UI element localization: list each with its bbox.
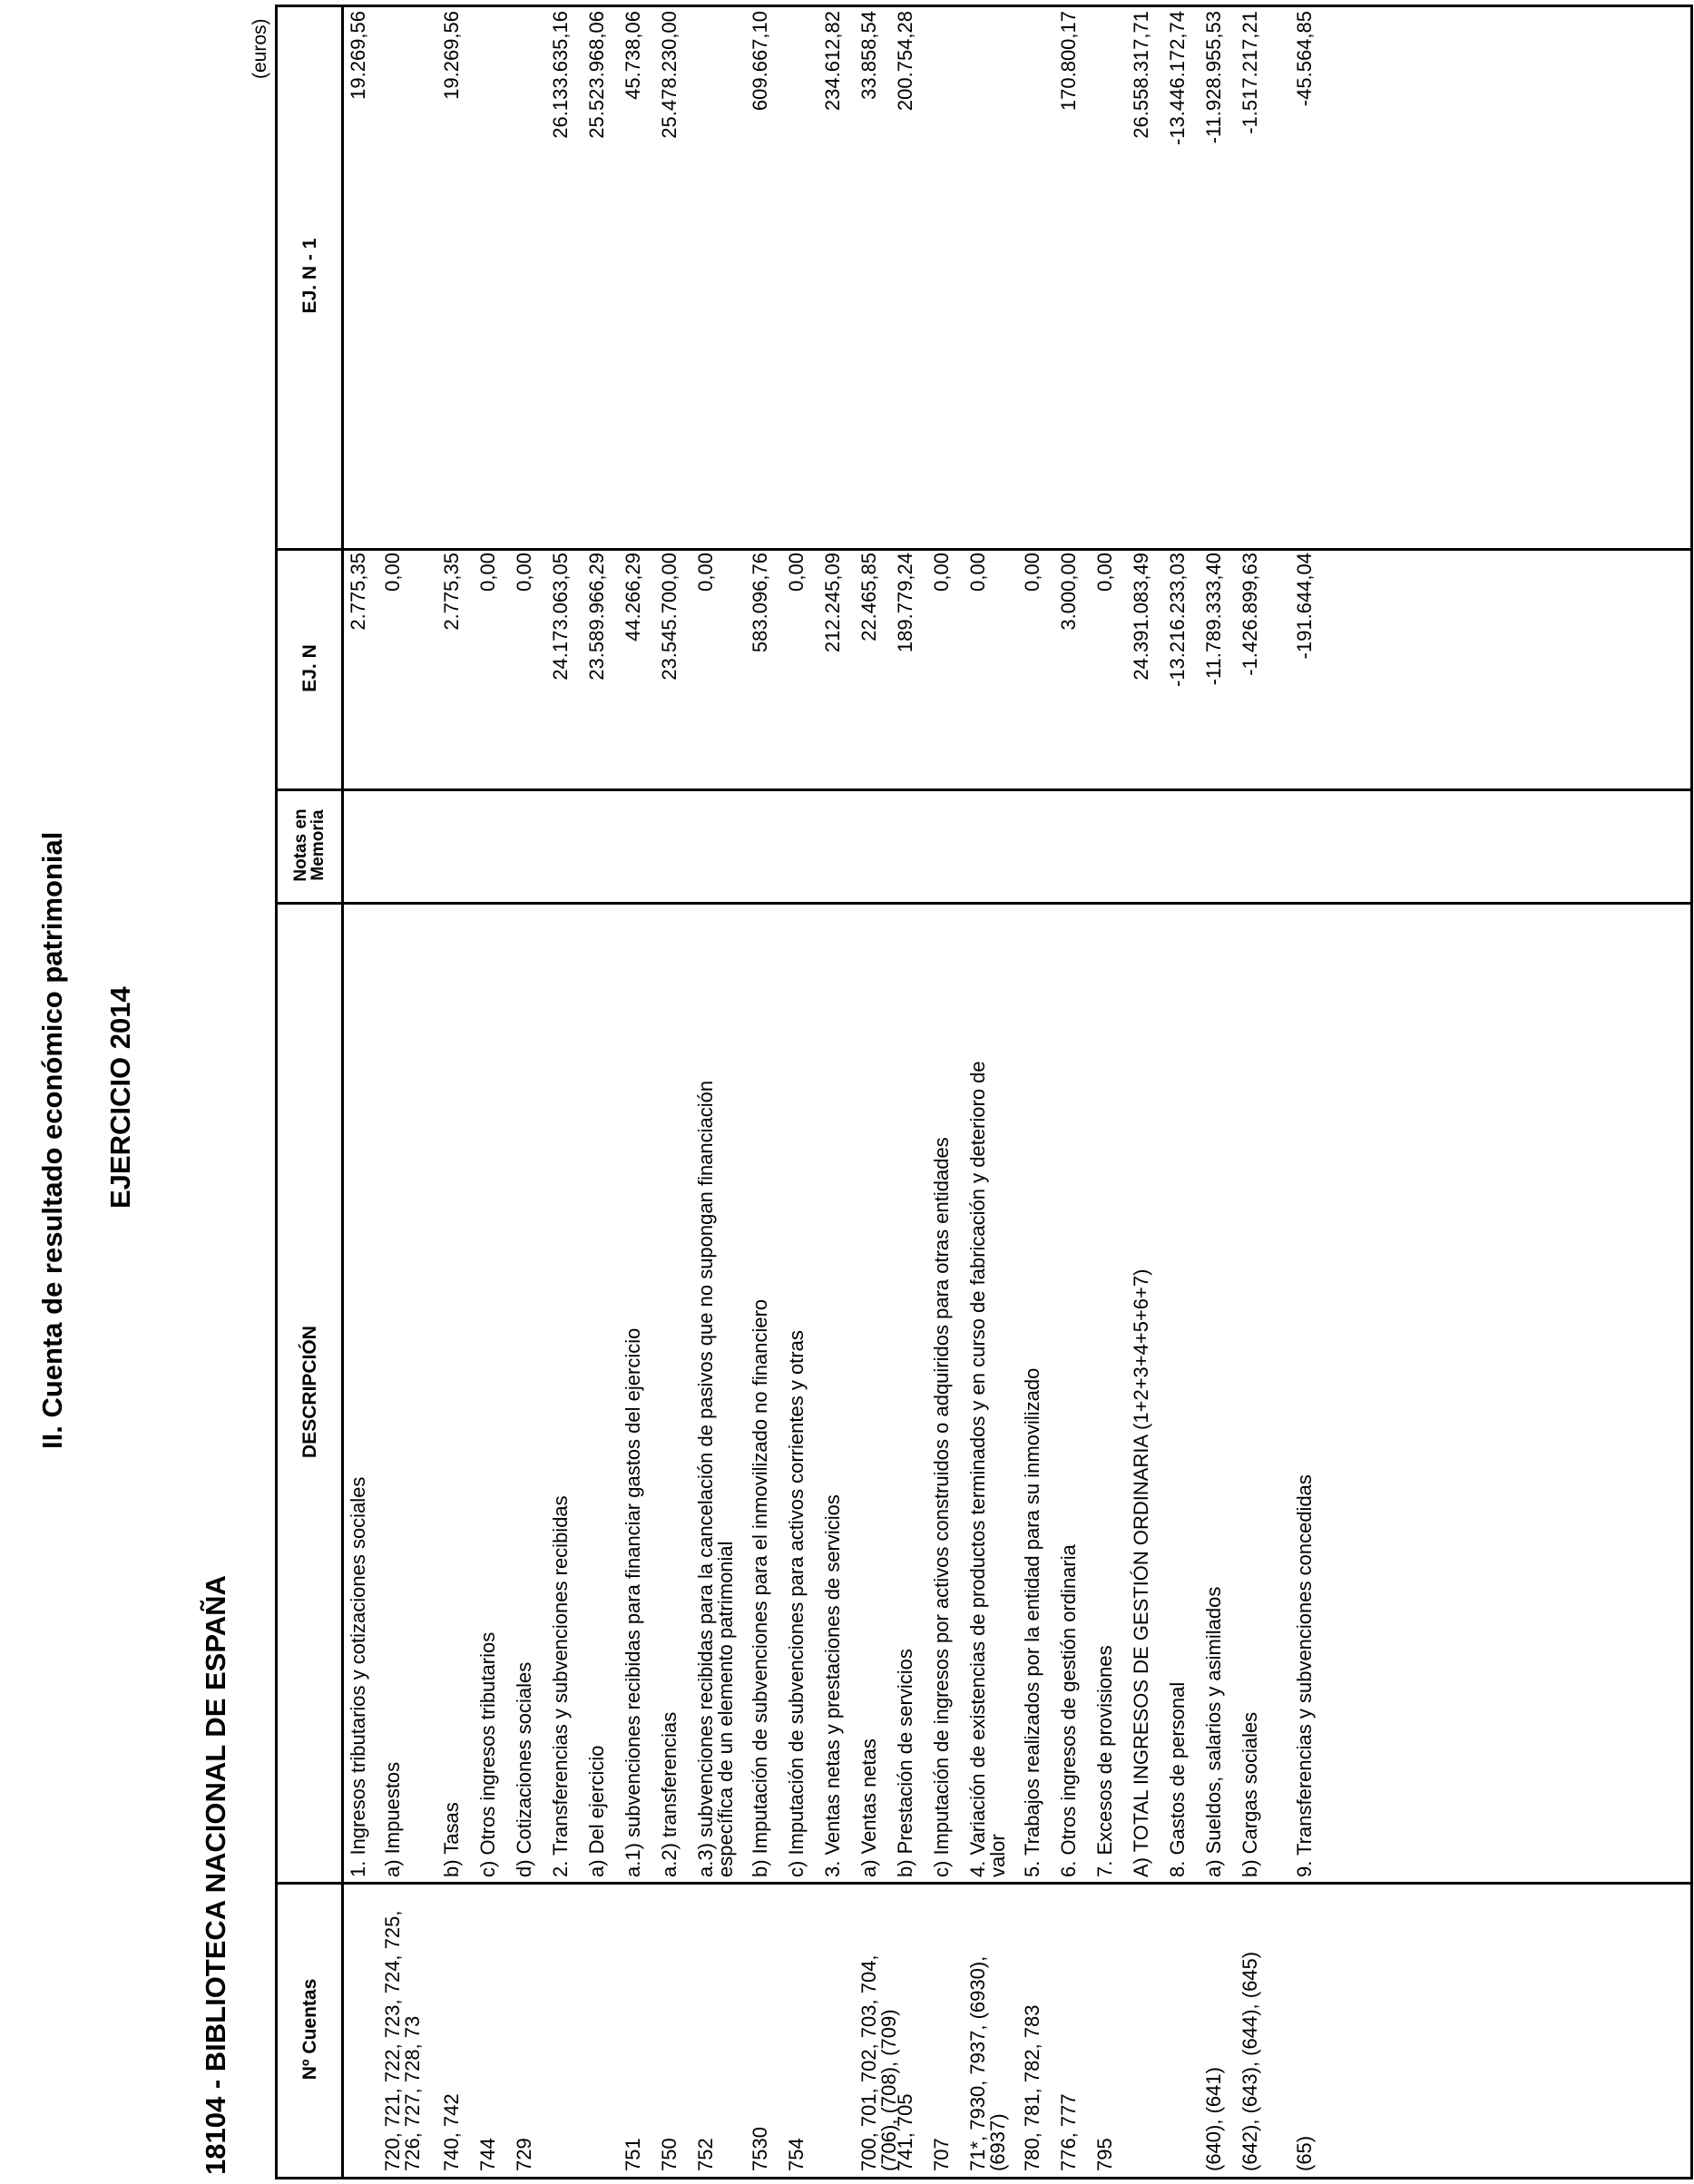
value-current-year: 0,00 [694,553,717,592]
value-current-year: 24.173.063,05 [549,553,572,681]
value-current-year: 0,00 [1093,553,1116,592]
value-previous-year: 26.133.635,16 [549,11,572,139]
value-current-year: -13.216.233,03 [1166,553,1189,688]
value-current-year: -11.789.333,40 [1202,553,1225,686]
row-description: a.1) subvenciones recibidas para financiar gastos del ejercicio [622,1327,644,1877]
row-description: a) Sueldos, salarios y asimilados [1202,1586,1225,1877]
value-current-year: 0,00 [930,553,953,592]
page-subtitle: EJERCICIO 2014 [104,986,136,1209]
value-previous-year: 25.478.230,00 [658,11,681,139]
table-header-row [278,7,344,2177]
value-current-year: 0,00 [513,553,535,592]
divider [278,548,1690,551]
units-label: (euros) [250,18,270,79]
account-codes: 729 [513,2138,535,2171]
value-current-year: 0,00 [476,553,499,592]
account-codes: 795 [1093,2138,1116,2171]
row-description: 1. Ingresos tributarios y cotizaciones sociales [347,1476,369,1877]
row-description: 5. Trabajos realizados por la entidad para su inmovilizado [1021,1367,1043,1877]
value-previous-year: -45.564,85 [1293,11,1316,107]
row-description: b) Imputación de subvenciones para el inmovilizado no financiero [749,1298,771,1877]
row-description: 8. Gastos de personal [1166,1681,1189,1877]
account-codes: 741, 705 [894,2093,916,2171]
value-current-year: 583.096,76 [749,553,771,653]
row-description: c) Otros ingresos tributarios [476,1631,499,1877]
row-description: A) TOTAL INGRESOS DE GESTIÓN ORDINARIA (1+2+3+4+5+6+7) [1130,1268,1152,1877]
row-description: 4. Variación de existencias de productos terminados y en curso de fabricación y deterioro de valor [966,1061,1009,1877]
account-codes: 707 [930,2138,953,2171]
account-codes: 744 [476,2138,499,2171]
value-previous-year: 200.754,28 [894,11,916,112]
row-description: a.3) subvenciones recibidas para la cancelación de pasivos que no supongan financiación específica de un elemento patrimonial [694,1080,737,1877]
value-current-year: 212.245,09 [821,553,844,653]
row-description: a) Ventas netas [857,1738,880,1877]
value-current-year: 23.545.700,00 [658,553,681,681]
value-previous-year: 45.738,06 [622,11,644,100]
account-codes: 700, 701, 702, 703, 704, (706), (708), (709) [857,1954,900,2171]
value-previous-year: 234.612,82 [821,11,844,112]
row-description: 3. Ventas netas y prestaciones de servicios [821,1494,844,1877]
account-codes: (642), (643), (644), (645) [1239,1951,1261,2171]
value-current-year: 2.775,35 [440,553,463,631]
account-codes: 754 [785,2138,808,2171]
row-description: c) Imputación de subvenciones para activos corrientes y otras [785,1330,808,1877]
header-notes: Notas en Memoria [291,808,328,882]
account-codes: 740, 742 [440,2093,463,2171]
row-description: a) Impuestos [381,1761,404,1877]
row-description: a) Del ejercicio [585,1745,608,1877]
value-current-year: 2.775,35 [347,553,369,631]
row-description: 2. Transferencias y subvenciones recibidas [549,1495,572,1877]
page-title: II. Cuenta de resultado económico patrimonial [36,831,68,1449]
row-description: c) Imputación de ingresos por activos construidos o adquiridos para otras entidades [930,1137,953,1877]
account-codes: 776, 777 [1057,2093,1080,2171]
account-codes: 751 [622,2138,644,2171]
divider [278,1882,1690,1885]
value-current-year: -191.644,04 [1293,553,1316,660]
account-codes: 752 [694,2138,717,2171]
row-description: d) Cotizaciones sociales [513,1661,535,1877]
account-codes: (65) [1293,2135,1316,2171]
value-previous-year: -13.446.172,74 [1166,11,1189,146]
value-current-year: 3.000,00 [1057,553,1080,631]
value-previous-year: 33.858,54 [857,11,880,100]
row-description: 7. Excesos de provisiones [1093,1645,1116,1877]
value-previous-year: -11.928.955,53 [1202,11,1225,144]
value-previous-year: -1.517.217,21 [1239,11,1261,134]
row-description: 9. Transferencias y subvenciones concedidas [1293,1474,1316,1877]
value-current-year: 24.391.083,49 [1130,553,1152,681]
row-description: a.2) transferencias [658,1711,681,1877]
value-previous-year: 609.667,10 [749,11,771,112]
value-current-year: 0,00 [785,553,808,592]
account-codes: 7530 [749,2127,771,2171]
entity-name: 18104 - BIBLIOTECA NACIONAL DE ESPAÑA [200,1575,231,2175]
row-description: b) Tasas [440,1802,463,1877]
value-current-year: 0,00 [1021,553,1043,592]
account-codes: 750 [658,2138,681,2171]
value-current-year: 189.779,24 [894,553,916,653]
value-current-year: -1.426.899,63 [1239,553,1261,676]
value-current-year: 23.589.966,29 [585,553,608,681]
account-codes: (640), (641) [1202,2067,1225,2171]
header-current-year: EJ. N [299,644,320,692]
row-description: b) Cargas sociales [1239,1711,1261,1877]
value-current-year: 0,00 [381,553,404,592]
value-previous-year: 19.269,56 [347,11,369,100]
account-codes: 780, 781, 782, 783 [1021,2004,1043,2171]
income-statement-table [275,5,1693,2179]
value-current-year: 0,00 [966,553,989,592]
value-previous-year: 25.523.968,06 [585,11,608,139]
value-current-year: 44.266,29 [622,553,644,641]
value-previous-year: 170.800,17 [1057,11,1080,112]
value-current-year: 22.465,85 [857,553,880,641]
account-codes: 720, 721, 722, 723, 724, 725, 726, 727, 728, 73 [381,1910,424,2171]
header-description: DESCRIPCIÓN [299,1326,320,1458]
header-accounts: Nº Cuentas [299,1978,320,2081]
value-previous-year: 19.269,56 [440,11,463,100]
account-codes: 71*, 7930, 7937, (6930), (6937) [966,1955,1009,2171]
header-previous-year: EJ. N - 1 [299,238,320,314]
row-description: b) Prestación de servicios [894,1649,916,1877]
row-description: 6. Otros ingresos de gestión ordinaria [1057,1544,1080,1877]
value-previous-year: 26.558.317,71 [1130,11,1152,139]
